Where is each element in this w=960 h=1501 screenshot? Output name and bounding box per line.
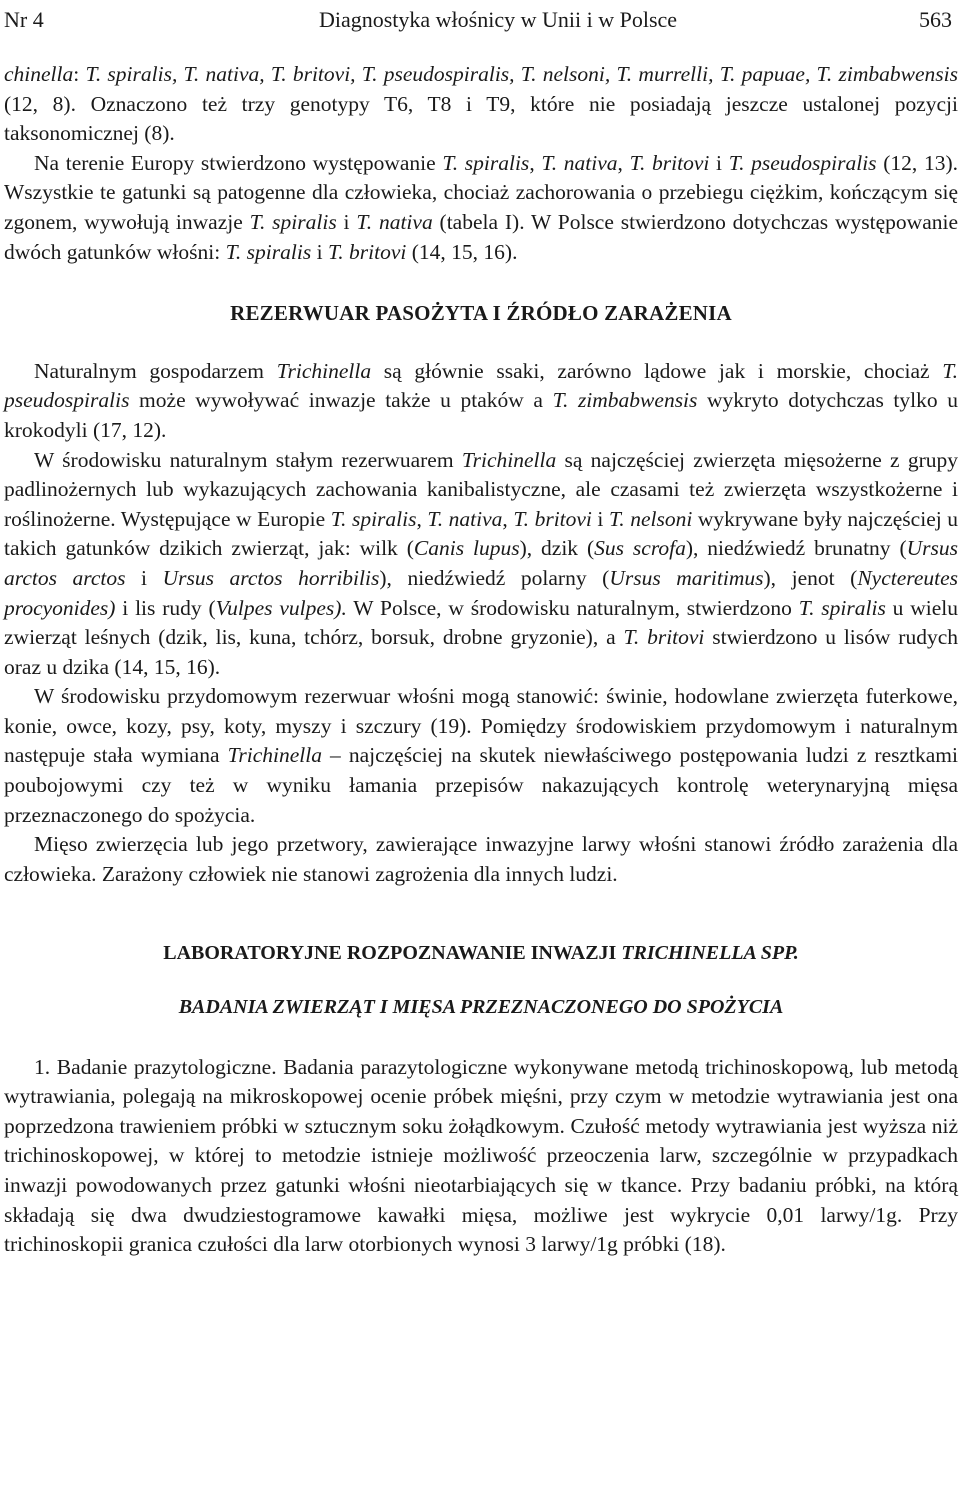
italic-run: T. nativa (427, 506, 503, 531)
text-run: ), dzik ( (519, 536, 595, 561)
text-run: i (709, 150, 729, 175)
italic-run: T. britovi (629, 150, 710, 175)
text-run: (14, 15, 16). (406, 239, 518, 264)
italic-run: T. pseudospiralis (728, 150, 877, 175)
text-run: ), jenot ( (763, 565, 858, 590)
text-run: W Polsce, w środowisku naturalnym, stwierdzono (346, 595, 799, 620)
text-run: 1. Badanie prazytologiczne. Badania parazytologiczne wykonywane metodą trichinoskopową, lub metodą wytrawiania, polegają na mikroskopowej ocenie próbek mięśni, przy czym w metodzie wytrawiania jest ona poprzedzona trawieniem próbki w sztucznym soku żołądkowym. Czułość metody wytrawiania jest wyższa niż trichinoskopowej, w której to metodzie istnieje możliwość przeoczenia larw, szczególnie w przypadkach inwazji powodowanych przez gatunki włośni nieotarbiających się w tkance. Przy badaniu próbki, na którą składają się dwa dwudziestogramowe kawałki mięsa, możliwe jest wykrycie 0,01 larwy/1g. Przy trichinoskopii granica czułości dla larw otorbionych wynosi 3 larwy/1g próbki (18). (4, 1054, 958, 1257)
text-run: są najczęściej zwierzęta mięsożerne z grupy padlinożernych lub wykazujących zachowania kanibalistyczne, ale czasami też zwierzęta wszystkożerne i roślinożerne. Występujące w Europie (4, 447, 958, 531)
italic-run: T. spiralis (442, 150, 530, 175)
italic-run: chinella (4, 62, 74, 86)
italic-run: Nyctereutes procyonides) (4, 565, 959, 620)
paragraph-natural-environment (4, 446, 958, 683)
text-run: i (591, 506, 609, 531)
text-run: ), niedźwiedź brunatny ( (685, 536, 907, 561)
text-run: : (73, 62, 86, 86)
italic-run: TRICHINELLA SPP. (621, 942, 799, 965)
section-heading-reservoir: REZERWUAR PASOŻYTA I ŹRÓDŁO ZARAŻENIA (230, 301, 732, 326)
italic-run: T. britovi (623, 625, 705, 650)
italic-run: Trichinella (461, 447, 557, 472)
paragraph-infection-source (4, 830, 958, 889)
text-run: wykrywane były najczęściej u takich gatunków dzikich zwierząt, jak: wilk ( (4, 506, 958, 561)
italic-run: T. spiralis (249, 209, 337, 234)
text-run: , (529, 150, 542, 175)
italic-run: T. spiralis (798, 595, 886, 620)
text-run: wykryto dotychczas tylko u krokodyli (17, 12). (4, 388, 958, 442)
text-run: może wywoływać inwazje także u ptaków a (129, 388, 553, 413)
italic-run: Canis lupus (413, 536, 520, 561)
paragraph-europe-species (4, 149, 958, 267)
italic-run: T. spiralis, T. nativa, T. britovi, T. pseudospiralis, T. nelsoni, T. murrelli, T. papuae, T. zimbabwensis (85, 62, 958, 86)
text-run: ), niedźwiedź polarny ( (379, 565, 610, 590)
italic-run: Trichinella (227, 743, 322, 768)
italic-run: T. nativa (356, 209, 433, 234)
italic-run: T. nelsoni (608, 506, 693, 531)
italic-run: T. britovi (327, 239, 407, 264)
text-run: i (336, 209, 357, 234)
text-run: , (502, 506, 514, 531)
italic-run: T. zimbabwensis (552, 388, 698, 413)
text-run: u wielu zwierząt leśnych (dzik, lis, kuna, tchórz, borsuk, drobne gryzonie), a (4, 595, 958, 650)
text-run: są głównie ssaki, zarówno lądowe jak i morskie, chociaż (371, 358, 943, 383)
italic-run: Vulpes vulpes). (215, 595, 347, 620)
italic-run: Sus scrofa (594, 536, 686, 561)
running-header (4, 4, 952, 36)
italic-run: T. nativa (541, 150, 618, 175)
text-run: i lis rudy ( (115, 595, 216, 620)
paragraph-natural-host (4, 357, 958, 446)
paragraph-parasitological-testing (4, 1053, 958, 1260)
text-run: i (125, 565, 163, 590)
text-run: W środowisku naturalnym stałym rezerwuarem (34, 447, 462, 472)
text-run: (tabela I). W Polsce stwierdzono dotychczas występowanie dwóch gatunków włośni: (4, 209, 959, 264)
article-body (4, 60, 958, 1260)
running-title: Diagnostyka włośnicy w Unii i w Polsce (318, 7, 678, 32)
text-run: i (311, 239, 328, 264)
paragraph-domestic-environment (4, 682, 958, 830)
italic-run: Trichinella (276, 358, 372, 383)
italic-run: Ursus arctos arctos (4, 536, 958, 590)
text-run: W środowisku przydomowym rezerwuar włośni mogą stanowić: świnie, hodowlane zwierzęta futerkowe, konie, owce, kozy, psy, koty, myszy i szczury (19). Pomiędzy środowiskiem przydomowym i naturalnym następuje stała wymiana (4, 684, 958, 768)
italic-run: Ursus arctos horribilis (162, 565, 380, 590)
italic-run: T. spiralis (330, 506, 417, 531)
text-run: – najczęściej na skutek niewłaściwego postępowania ludzi z resztkami poubojowymi czy też w wyniku łamania przepisów nakazujących kontrolę weterynaryjną mięsa przeznaczonego do spożycia. (4, 743, 959, 827)
italic-run: T. pseudospiralis (4, 358, 958, 413)
text-run: stwierdzono u lisów rudych oraz u dzika (14, 15, 16). (4, 625, 958, 679)
subsection-heading-animal-meat-testing: BADANIA ZWIERZĄT I MIĘSA PRZEZNACZONEGO DO SPOŻYCIA (178, 996, 784, 1019)
section-heading-laboratory-diagnosis (4, 939, 958, 969)
text-run: Mięso zwierzęcia lub jego przetwory, zawierające inwazyjne larwy włośni stanowi źródło zarażenia dla człowieka. Zarażony człowiek nie stanowi zagrożenia dla innych ludzi. (4, 832, 958, 886)
text-run: LABORATORYJNE ROZPOZNAWANIE INWAZJI (163, 942, 622, 965)
issue-number: Nr 4 (4, 7, 44, 32)
paragraph-species-list (4, 60, 958, 149)
page-number: 563 (919, 7, 952, 32)
italic-run: Ursus maritimus (609, 565, 764, 590)
text-run: Na terenie Europy stwierdzono występowanie (34, 150, 443, 175)
italic-run: T. spiralis (225, 239, 312, 264)
text-run: (12, 13). Wszystkie te gatunki są patogenne dla człowieka, chociaż zachorowania o przebiegu ciężkim, kończącym się zgonem, wywołują inwazje (4, 150, 958, 234)
text-run: (12, 8). Oznaczono też trzy genotypy T6, T8 i T9, które nie posiadają jeszcze ustalonej pozycji taksonomicznej (8). (4, 91, 958, 146)
text-run: , (416, 506, 428, 531)
text-run: Naturalnym gospodarzem (34, 358, 277, 383)
italic-run: T. britovi (513, 506, 592, 531)
text-run: , (617, 150, 630, 175)
